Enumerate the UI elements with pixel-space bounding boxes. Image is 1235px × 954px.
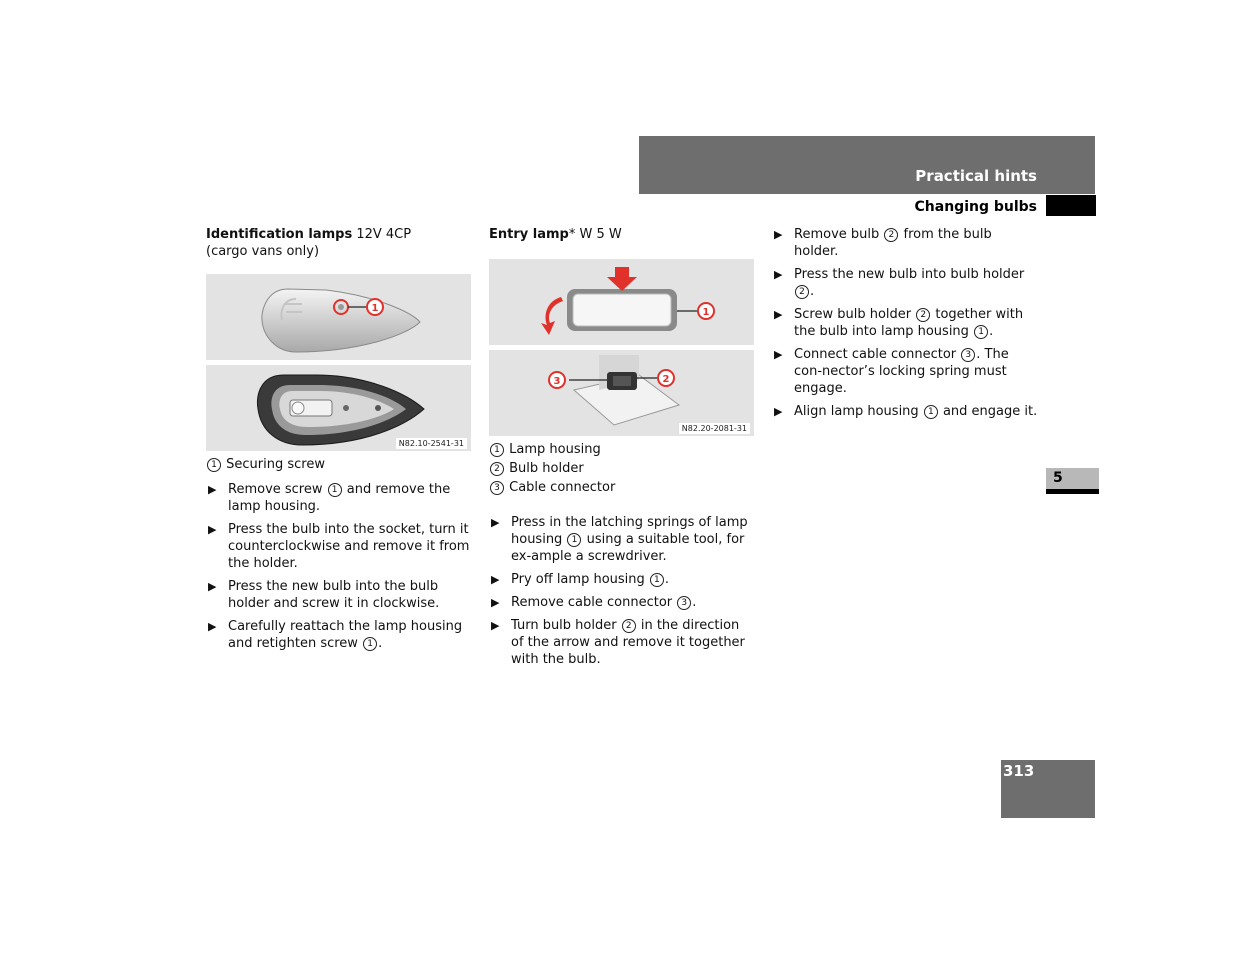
svg-text:1: 1 bbox=[371, 303, 379, 314]
page-number: 313 bbox=[1003, 762, 1035, 780]
legend-item bbox=[489, 441, 755, 458]
heading-spec: 12V 4CP bbox=[352, 227, 412, 242]
step-text: Align lamp housing bbox=[794, 404, 923, 419]
svg-text:2: 2 bbox=[662, 374, 670, 385]
identification-lamp-figure-bottom bbox=[206, 365, 471, 451]
step-text: Turn bulb holder bbox=[511, 618, 621, 633]
triangle-right-icon: ▶ bbox=[774, 228, 783, 241]
step-text: from the bulb holder. bbox=[794, 227, 992, 259]
triangle-right-icon: ▶ bbox=[774, 405, 783, 418]
identification-lamps-heading bbox=[206, 226, 472, 243]
step-item bbox=[206, 578, 472, 612]
step-item bbox=[206, 618, 472, 652]
triangle-right-icon: ▶ bbox=[491, 619, 500, 632]
triangle-right-icon: ▶ bbox=[491, 516, 500, 529]
step-text: and remove the lamp housing. bbox=[228, 482, 451, 514]
svg-text:1: 1 bbox=[702, 307, 710, 318]
step-text: Press in the latching springs of lamp housing bbox=[511, 515, 748, 547]
step-text: Remove screw bbox=[228, 482, 327, 497]
step-item bbox=[772, 226, 1038, 260]
callout-number: 2 bbox=[884, 228, 898, 242]
step-text: Carefully reattach the lamp housing and retighten screw bbox=[228, 619, 463, 651]
callout-number: 2 bbox=[795, 285, 809, 299]
triangle-right-icon: ▶ bbox=[491, 596, 500, 609]
step-text: using a suitable tool, for ex-ample a screwdriver. bbox=[511, 532, 745, 564]
step-text: . bbox=[664, 572, 670, 587]
step-list bbox=[489, 514, 755, 668]
step-text: Connect cable connector bbox=[794, 347, 961, 362]
heading-spec: * W 5 W bbox=[568, 227, 622, 242]
subsection-marker bbox=[1046, 195, 1096, 216]
triangle-right-icon: ▶ bbox=[208, 483, 217, 496]
callout-number: 2 bbox=[622, 619, 636, 633]
legend-text: Lamp housing bbox=[509, 442, 601, 457]
chapter-number: 5 bbox=[1053, 470, 1063, 486]
entry-lamp-figure-bottom bbox=[489, 350, 754, 436]
callout-number: 3 bbox=[677, 596, 691, 610]
figure-code: N82.10-2541-31 bbox=[396, 438, 467, 449]
legend-item bbox=[489, 479, 755, 496]
step-item bbox=[489, 571, 755, 588]
left-column bbox=[206, 226, 472, 658]
triangle-right-icon: ▶ bbox=[774, 268, 783, 281]
step-text: Pry off lamp housing bbox=[511, 572, 649, 587]
step-list bbox=[206, 481, 472, 652]
triangle-right-icon: ▶ bbox=[208, 580, 217, 593]
step-item bbox=[772, 266, 1038, 300]
svg-text:3: 3 bbox=[553, 376, 561, 387]
section-title: Practical hints bbox=[915, 167, 1037, 185]
step-text: . bbox=[692, 595, 697, 610]
callout-number: 1 bbox=[207, 458, 221, 472]
callout-number: 3 bbox=[490, 481, 504, 495]
step-text: together with the bulb into lamp housing bbox=[794, 307, 1024, 339]
callout-number: 1 bbox=[650, 573, 664, 587]
chapter-tab-rule bbox=[1046, 489, 1099, 494]
triangle-right-icon: ▶ bbox=[208, 523, 217, 536]
identification-lamp-housing-illustration bbox=[206, 274, 471, 360]
entry-lamp-housing-illustration bbox=[489, 259, 754, 345]
triangle-right-icon: ▶ bbox=[491, 573, 500, 586]
step-item bbox=[489, 514, 755, 565]
callout-number: 1 bbox=[567, 533, 581, 547]
step-text: Screw bulb holder bbox=[794, 307, 916, 322]
callout-number: 1 bbox=[490, 443, 504, 457]
step-item bbox=[772, 403, 1038, 420]
legend-list bbox=[489, 441, 755, 496]
callout-number: 1 bbox=[328, 483, 342, 497]
figure-code: N82.20-2081-31 bbox=[679, 423, 750, 434]
triangle-right-icon: ▶ bbox=[774, 348, 783, 361]
step-text: Remove cable connector bbox=[511, 595, 677, 610]
heading-bold: Identification lamps bbox=[206, 227, 353, 242]
triangle-right-icon: ▶ bbox=[774, 308, 783, 321]
right-column bbox=[772, 226, 1038, 426]
heading-bold: Entry lamp bbox=[489, 227, 569, 242]
legend-text: Securing screw bbox=[226, 457, 325, 472]
step-text: . bbox=[989, 324, 994, 339]
legend-text: Cable connector bbox=[509, 480, 616, 495]
callout-number: 3 bbox=[961, 348, 975, 362]
step-item bbox=[772, 306, 1038, 340]
step-text: Press the bulb into the socket, turn it counterclockwise and remove it from the holder. bbox=[228, 522, 470, 571]
step-item bbox=[206, 521, 472, 572]
step-text: . The con-nector’s locking spring must engage. bbox=[794, 347, 1009, 396]
step-text: Press the new bulb into the bulb holder and screw it in clockwise. bbox=[228, 579, 440, 611]
legend-list bbox=[206, 456, 472, 473]
step-text: and engage it. bbox=[938, 404, 1038, 419]
step-text: . bbox=[378, 636, 383, 651]
legend-text: Bulb holder bbox=[509, 461, 584, 476]
subsection-title: Changing bulbs bbox=[914, 199, 1037, 215]
step-text: in the direction of the arrow and remove it together with the bulb. bbox=[511, 618, 745, 667]
middle-column bbox=[489, 226, 755, 674]
entry-lamp-heading bbox=[489, 226, 755, 243]
legend-item bbox=[489, 460, 755, 477]
triangle-right-icon: ▶ bbox=[208, 620, 217, 633]
step-list bbox=[772, 226, 1038, 420]
step-text: Press the new bulb into bulb holder bbox=[794, 267, 1025, 282]
entry-lamp-figure-top bbox=[489, 259, 754, 345]
callout-number: 1 bbox=[974, 325, 988, 339]
identification-lamp-figure-top bbox=[206, 274, 471, 360]
callout-number: 1 bbox=[924, 405, 938, 419]
step-item bbox=[772, 346, 1038, 397]
legend-item bbox=[206, 456, 472, 473]
callout-number: 2 bbox=[916, 308, 930, 322]
header-bar bbox=[639, 136, 1095, 194]
step-text: . bbox=[810, 284, 815, 299]
callout-number: 2 bbox=[490, 462, 504, 476]
step-item bbox=[489, 617, 755, 668]
step-item bbox=[489, 594, 755, 611]
step-text: Remove bulb bbox=[794, 227, 884, 242]
heading-note: (cargo vans only) bbox=[206, 244, 320, 259]
step-item bbox=[206, 481, 472, 515]
callout-number: 1 bbox=[363, 637, 377, 651]
